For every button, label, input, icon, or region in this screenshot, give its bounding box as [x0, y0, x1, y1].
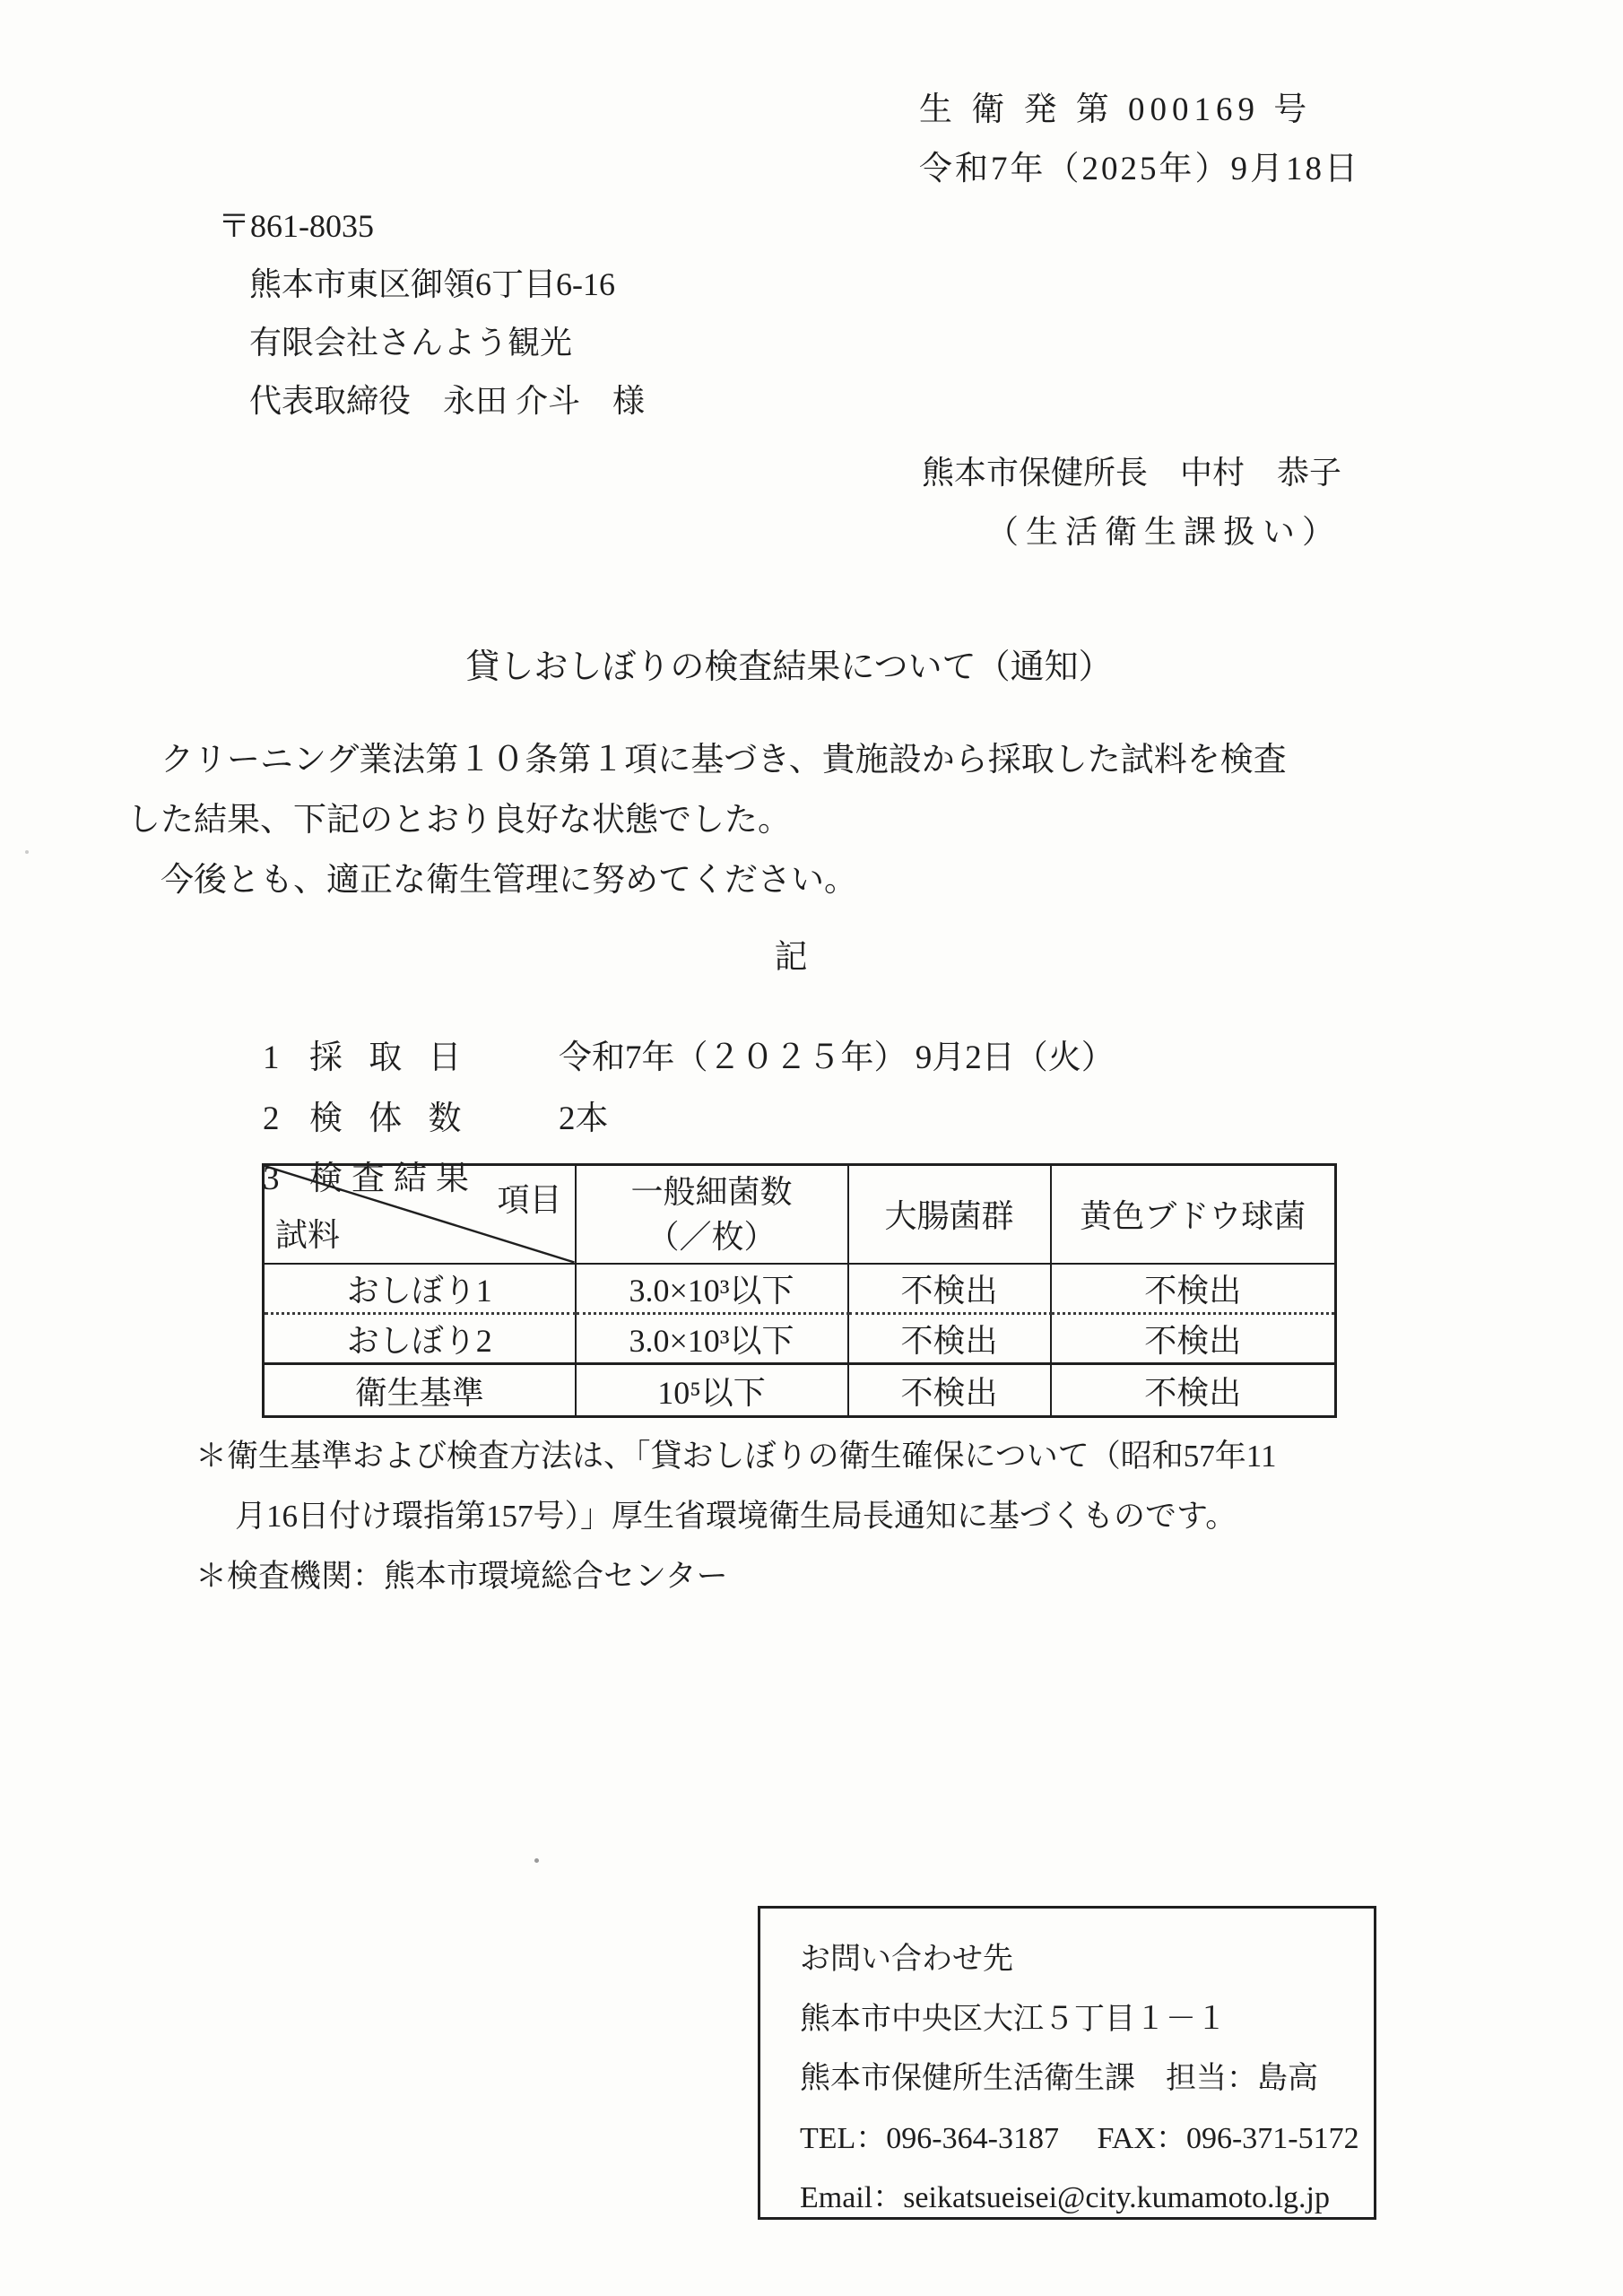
footnote-standard-line2: 月16日付け環指第157号）」厚生省環境衛生局長通知に基づくものです。 [235, 1499, 1237, 1534]
body-paragraph [127, 730, 1526, 910]
row-label: おしぼり1 [264, 1264, 576, 1314]
contact-address: 熊本市中央区大江５丁目１－１ [800, 2002, 1227, 2036]
column-header-bacteria-line2: （／枚） [647, 1218, 777, 1255]
recipient-person: 代表取締役 永田 介斗 様 [249, 383, 646, 419]
sender-block [922, 443, 1341, 561]
table-row [264, 1364, 1336, 1417]
item-label: 検 体 数 [309, 1100, 471, 1137]
column-header-staph: 黄色ブドウ球菌 [1051, 1165, 1336, 1264]
item-label: 採 取 日 [309, 1039, 471, 1076]
cell-coliform: 不検出 [848, 1364, 1051, 1417]
item-number: 1 [263, 1039, 280, 1076]
item-number: 3 [263, 1161, 280, 1197]
list-item [263, 1028, 1115, 1089]
cell-coliform: 不検出 [848, 1314, 1051, 1364]
row-label: おしぼり2 [264, 1314, 576, 1364]
recipient-block [218, 197, 645, 430]
item-value: 令和7年（２０２５年） 9月2日（火） [559, 1039, 1115, 1076]
corner-label-item: 項目 [497, 1182, 562, 1218]
document-header-block [919, 81, 1360, 199]
recipient-postal-code: 〒861-8035 [218, 208, 374, 244]
cell-bacteria: 10⁵以下 [576, 1364, 848, 1417]
cell-bacteria: 3.0×10³以下 [576, 1264, 848, 1314]
contact-tel-fax: TEL：096-364-3187 FAX：096-371-5172 [800, 2121, 1359, 2155]
column-header-bacteria [576, 1165, 848, 1264]
contact-info-box [758, 1906, 1376, 2220]
inspection-results-table [262, 1163, 1337, 1418]
table-corner-cell [264, 1165, 576, 1264]
item-label: 検査結果 [309, 1161, 478, 1197]
cell-staph: 不検出 [1051, 1364, 1336, 1417]
footnote-lab: ＊検査機関：熊本市環境総合センター [195, 1559, 728, 1594]
cell-bacteria: 3.0×10³以下 [576, 1314, 848, 1364]
column-header-bacteria-line1: 一般細菌数 [630, 1173, 793, 1210]
cell-coliform: 不検出 [848, 1264, 1051, 1314]
sender-department-note: （生活衛生課扱い） [986, 514, 1342, 550]
corner-label-sample: 試料 [275, 1216, 341, 1253]
table-row [264, 1264, 1336, 1314]
recipient-address: 熊本市東区御領6丁目6-16 [249, 266, 615, 302]
footnote-standard-line1: ＊衛生基準および検査方法は、「貸おしぼりの衛生確保について（昭和57年11 [195, 1439, 1277, 1474]
list-item [263, 1089, 1115, 1150]
table-header-row [264, 1165, 1336, 1264]
scan-speck [25, 850, 29, 854]
contact-title: お問い合わせ先 [800, 1943, 1013, 1976]
row-label: 衛生基準 [264, 1364, 576, 1417]
cell-staph: 不検出 [1051, 1264, 1336, 1314]
contact-email: Email：seikatsueisei@city.kumamoto.lg.jp [800, 2181, 1330, 2214]
recipient-company: 有限会社さんよう観光 [249, 325, 573, 361]
table-row [264, 1314, 1336, 1364]
scan-speck [534, 1858, 539, 1863]
cell-staph: 不検出 [1051, 1314, 1336, 1364]
body-line-2: した結果、下記のとおり良好な状態でした。 [127, 802, 791, 839]
body-line-1: クリーニング業法第１０条第１項に基づき、貴施設から採取した試料を検査 [161, 742, 1287, 778]
reference-number: 生 衛 発 第 000169 号 [919, 91, 1313, 128]
ki-heading: 記 [774, 939, 808, 976]
body-line-3: 今後とも、適正な衛生管理に努めてください。 [161, 862, 857, 899]
sender-name: 熊本市保健所長 中村 恭子 [922, 455, 1342, 491]
issue-date: 令和7年（2025年）9月18日 [919, 151, 1360, 187]
item-number: 2 [263, 1100, 280, 1137]
column-header-coliform: 大腸菌群 [848, 1165, 1051, 1264]
item-value: 2本 [559, 1100, 609, 1137]
document-title: 貸しおしぼりの検査結果について（通知） [465, 648, 1113, 686]
contact-department: 熊本市保健所生活衛生課 担当：島高 [800, 2062, 1318, 2095]
